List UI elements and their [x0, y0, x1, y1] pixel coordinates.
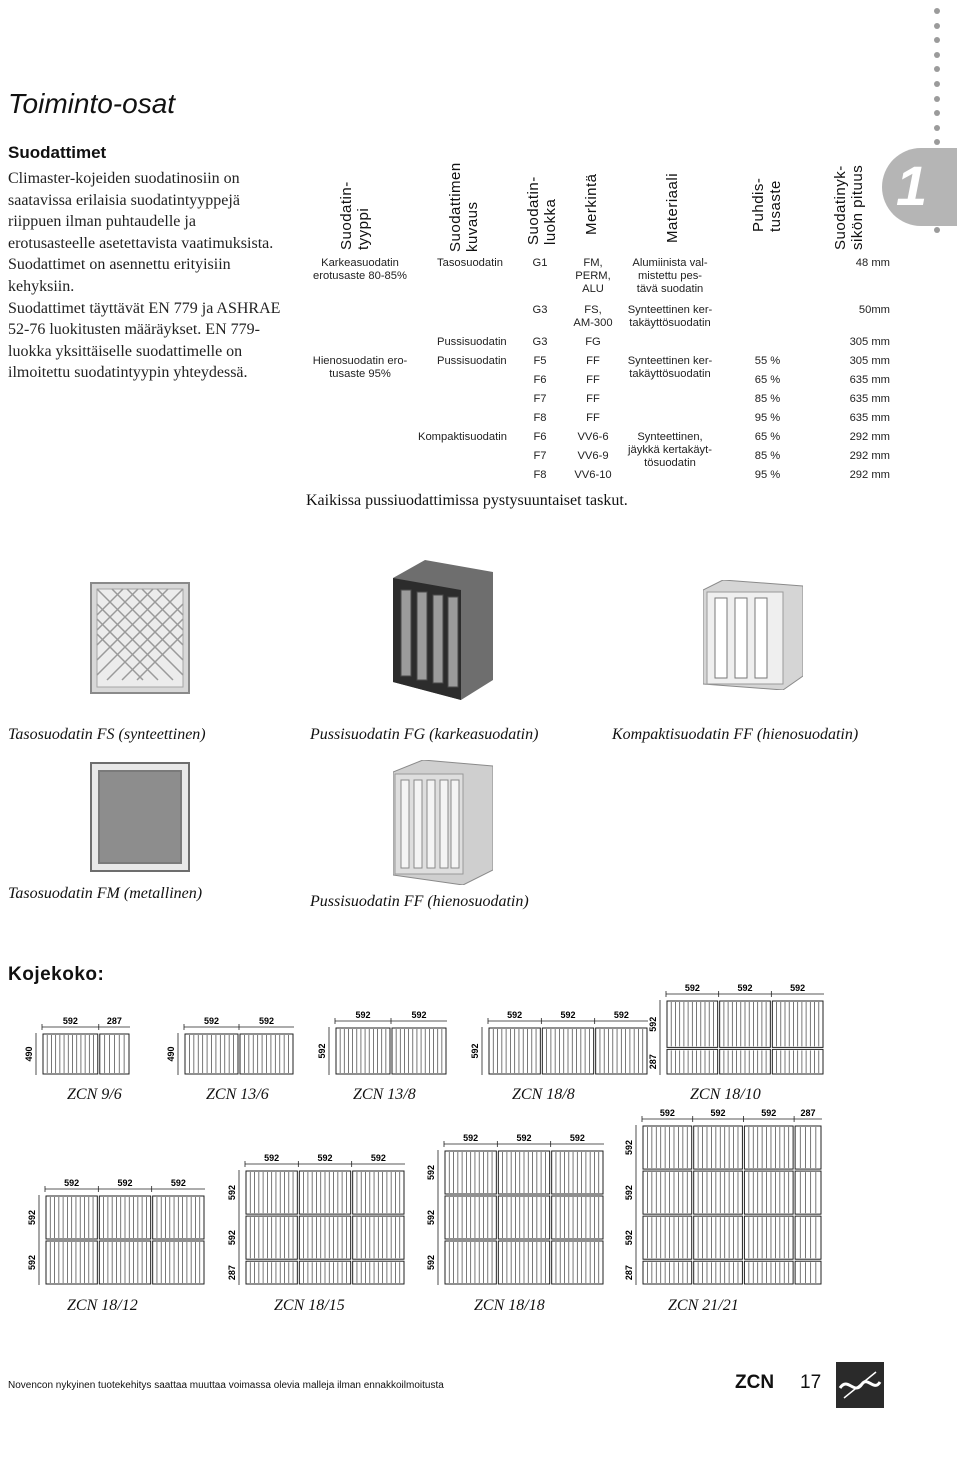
dimension-label: 287	[227, 1265, 237, 1281]
filter-cell	[694, 1171, 743, 1214]
filter-cell	[694, 1261, 743, 1284]
dimension-label: 592	[62, 1016, 78, 1026]
cell-material-2: Synteettinen ker- takäyttösuodatin	[627, 304, 713, 329]
model-label-6: ZCN 18/12	[67, 1297, 138, 1314]
filter-cell	[795, 1216, 821, 1259]
cell-material-4: Synteettinen, jäykkä kertakäyt- tösuodatin	[628, 431, 712, 469]
dimension-label: 287	[624, 1265, 634, 1281]
dimension-label: 592	[264, 1153, 280, 1163]
size-diagram	[223, 1148, 409, 1289]
size-diagram	[162, 1011, 298, 1079]
dimension-label: 592	[426, 1254, 436, 1271]
cell-desc-flat: Tasosuodatin	[437, 257, 503, 269]
cell-length: 635 mm	[849, 412, 890, 424]
model-label-7: ZCN 18/15	[274, 1297, 345, 1314]
cell-desc-bag-2: Pussisuodatin	[437, 355, 507, 367]
dimension-label: 592	[560, 1010, 576, 1020]
filter-fg-image	[393, 560, 493, 700]
cell-mark: FF	[586, 374, 600, 386]
filter-ff-bag-image	[393, 760, 493, 885]
dimension-label: 490	[24, 1046, 34, 1062]
header-material: Materiaali	[664, 172, 681, 243]
cell-desc-bag-1: Pussisuodatin	[437, 336, 507, 348]
sizes-heading: Kojekoko:	[8, 964, 105, 985]
cell-mark: FF	[586, 412, 600, 424]
dimension-label: 592	[170, 1178, 186, 1188]
size-diagram	[466, 1005, 652, 1079]
cell-length: 305 mm	[849, 336, 890, 348]
cell-class: F7	[533, 450, 547, 462]
decorative-dot	[934, 139, 940, 145]
filter-cell	[744, 1216, 793, 1259]
dimension-label: 592	[117, 1178, 133, 1188]
dimension-label: 592	[761, 1108, 777, 1118]
cell-class: F8	[533, 412, 547, 424]
dimension-label: 592	[624, 1230, 634, 1246]
cell-class: F6	[533, 431, 547, 443]
header-length: Suodatinyk- sikön pituus	[832, 164, 866, 250]
size-diagram	[422, 1128, 608, 1289]
dimension-label: 592	[258, 1016, 275, 1026]
header-description: Suodattimen kuvaus	[447, 162, 481, 252]
dimension-label: 592	[227, 1185, 237, 1201]
cell-mark: FM, PERM, ALU	[575, 257, 611, 295]
filter-cell	[795, 1171, 821, 1214]
cell-length: 305 mm	[849, 355, 890, 367]
decorative-dot	[934, 125, 940, 131]
page-number: 17	[800, 1372, 822, 1393]
filter-fs-image	[90, 582, 190, 694]
cell-efficiency: 55 %	[754, 355, 781, 367]
dimension-label: 592	[27, 1209, 37, 1226]
intro-paragraph-1: Climaster-kojeiden suodatinosiin on saatavissa erilaisia suodatintyyppejä riippuen ilman puhtaudelle ja erotusasteelle asetettavista vaatimuksista. Suodattimet on asennettu erityisiin kehyksiin.	[8, 170, 274, 295]
dimension-label: 592	[370, 1153, 386, 1163]
decorative-dot	[934, 110, 940, 116]
dimension-label: 592	[569, 1133, 585, 1143]
dimension-label: 592	[648, 1016, 658, 1032]
header-mark: Merkintä	[583, 173, 600, 235]
dimension-label: 592	[227, 1230, 237, 1246]
cell-material-3: Synteettinen ker- takäyttösuodatin	[627, 355, 713, 380]
dimension-label: 592	[64, 1178, 80, 1188]
decorative-dot	[934, 37, 940, 43]
novencon-logo	[836, 1362, 884, 1408]
cell-type-fine: Hienosuodatin ero- tusaste 95%	[312, 355, 408, 380]
filter-cell	[694, 1216, 743, 1259]
filter-cell	[744, 1261, 793, 1284]
caption-fg: Pussisuodatin FG (karkeasuodatin)	[310, 726, 539, 743]
dimension-label: 287	[106, 1016, 122, 1026]
dimension-label: 592	[317, 1043, 327, 1059]
cell-length: 635 mm	[849, 393, 890, 405]
size-diagram	[313, 1005, 451, 1079]
cell-mark: FS, AM-300	[573, 304, 613, 329]
cell-class: G3	[532, 336, 548, 348]
footer-disclaimer: Novencon nykyinen tuotekehitys saattaa muuttaa voimassa olevia malleja ilman ennakkoilmoitusta	[8, 1380, 444, 1391]
filter-cell	[643, 1171, 692, 1214]
filter-cell	[795, 1126, 821, 1169]
size-diagram	[23, 1173, 209, 1289]
page-title: Toiminto-osat	[8, 88, 176, 119]
chapter-number: 1	[896, 154, 928, 217]
dimension-label: 592	[426, 1164, 436, 1181]
footer-brand: ZCN	[735, 1372, 775, 1393]
filter-cell	[643, 1126, 692, 1169]
model-label-8: ZCN 18/18	[474, 1297, 545, 1314]
cell-length: 292 mm	[849, 450, 890, 462]
cell-class: F7	[533, 393, 547, 405]
table-note: Kaikissa pussiuodattimissa pystysuuntaiset taskut.	[306, 492, 628, 509]
cell-mark: VV6-6	[577, 431, 609, 443]
cell-type-coarse: Karkeasuodatin erotusaste 80-85%	[313, 257, 407, 282]
size-diagram	[20, 1011, 134, 1079]
cell-material-1: Alumiinista val- mistettu pes- tävä suodatin	[632, 257, 708, 295]
dimension-label: 592	[624, 1140, 634, 1156]
dimension-label: 592	[516, 1133, 532, 1143]
model-label-9: ZCN 21/21	[668, 1297, 739, 1314]
caption-ff-compact: Kompaktisuodatin FF (hienosuodatin)	[612, 726, 859, 743]
cell-efficiency: 65 %	[754, 431, 781, 443]
dimension-label: 287	[648, 1054, 658, 1070]
filter-fm-image	[90, 762, 190, 872]
decorative-dot	[934, 227, 940, 233]
dimension-label: 592	[463, 1133, 479, 1143]
cell-class: G3	[532, 304, 548, 316]
cell-mark: FF	[586, 355, 600, 367]
dimension-label: 592	[710, 1108, 726, 1118]
cell-mark: VV6-9	[577, 450, 609, 462]
cell-mark: FG	[585, 336, 601, 348]
cell-class: F5	[533, 355, 547, 367]
cell-efficiency: 65 %	[754, 374, 781, 386]
header-type: Suodatin- tyyppi	[338, 181, 372, 250]
chapter-badge	[882, 148, 957, 226]
cell-efficiency: 85 %	[754, 450, 781, 462]
dimension-label: 592	[426, 1209, 436, 1226]
cell-efficiency: 85 %	[754, 393, 781, 405]
dimension-label: 592	[507, 1010, 523, 1020]
filter-cell	[643, 1261, 692, 1284]
dimension-label: 592	[317, 1153, 333, 1163]
dimension-label: 592	[737, 983, 753, 993]
dimension-label: 592	[790, 983, 806, 993]
caption-fm: Tasosuodatin FM (metallinen)	[8, 885, 203, 902]
dimension-label: 592	[411, 1010, 427, 1020]
cell-mark: FF	[586, 393, 600, 405]
header-class: Suodatin- luokka	[525, 176, 559, 245]
dimension-label: 592	[624, 1185, 634, 1201]
model-label-3: ZCN 13/8	[353, 1086, 416, 1103]
cell-efficiency: 95 %	[754, 412, 781, 424]
intro-text	[8, 168, 286, 384]
cell-length: 50mm	[858, 304, 890, 316]
cell-efficiency: 95 %	[754, 469, 781, 481]
dimension-label: 592	[355, 1010, 371, 1020]
filter-cell	[744, 1171, 793, 1214]
size-diagram	[644, 978, 828, 1079]
cell-length: 292 mm	[849, 431, 890, 443]
cell-class: F8	[533, 469, 547, 481]
dimension-label: 592	[203, 1016, 220, 1026]
cell-length: 292 mm	[849, 469, 890, 481]
model-label-4: ZCN 18/8	[512, 1086, 575, 1103]
caption-fs: Tasosuodatin FS (synteettinen)	[8, 726, 206, 743]
dimension-label: 592	[613, 1010, 629, 1020]
decorative-dot	[934, 96, 940, 102]
decorative-dot	[934, 81, 940, 87]
model-label-2: ZCN 13/6	[206, 1086, 269, 1103]
header-efficiency: Puhdis- tusaste	[750, 177, 784, 232]
decorative-dot	[934, 23, 940, 29]
decorative-dot	[934, 66, 940, 72]
model-label-5: ZCN 18/10	[690, 1086, 761, 1103]
dimension-label: 287	[800, 1108, 816, 1118]
dimension-label: 592	[470, 1043, 480, 1059]
filter-cell	[694, 1126, 743, 1169]
model-label-1: ZCN 9/6	[67, 1086, 122, 1103]
caption-ff-bag: Pussisuodatin FF (hienosuodatin)	[310, 893, 529, 910]
dimension-label: 592	[684, 983, 700, 993]
cell-length: 48 mm	[855, 257, 890, 269]
dimension-label: 592	[659, 1108, 675, 1118]
cell-mark: VV6-10	[574, 469, 612, 481]
filter-cell	[744, 1126, 793, 1169]
filter-ff-compact-image	[703, 580, 803, 690]
filter-cell	[643, 1216, 692, 1259]
filter-cell	[795, 1261, 821, 1284]
size-diagram	[620, 1103, 826, 1289]
dimension-label: 490	[166, 1046, 176, 1062]
section-heading: Suodattimet	[8, 143, 107, 162]
dimension-label: 592	[27, 1254, 37, 1271]
decorative-dot	[934, 52, 940, 58]
intro-paragraph-2: Suodattimet täyttävät EN 779 ja ASHRAE 52-76 luokitusten määräykset. EN 779-luokka yksittäiselle suodattimelle on ilmoitettu suodatintyypin yhteydessä.	[8, 299, 281, 382]
cell-class: G1	[532, 257, 548, 269]
cell-desc-compact: Kompaktisuodatin	[418, 431, 507, 443]
cell-length: 635 mm	[849, 374, 890, 386]
cell-class: F6	[533, 374, 547, 386]
decorative-dot	[934, 8, 940, 14]
